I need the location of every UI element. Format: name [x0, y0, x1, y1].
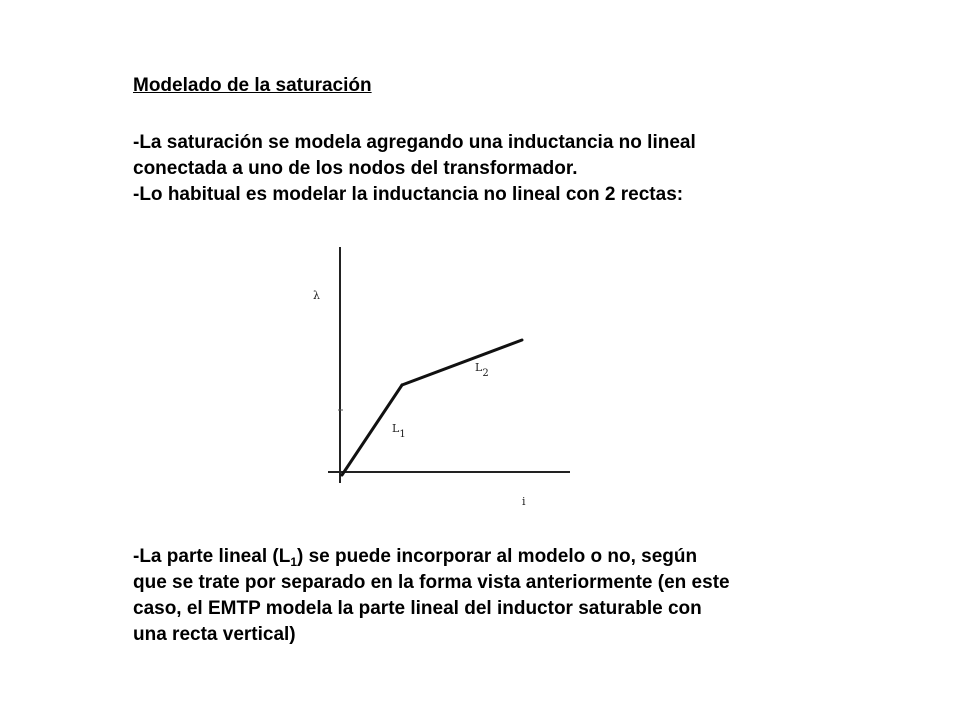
segment-l2-subscript: 2: [482, 368, 489, 379]
segment-l2-letter: L: [475, 361, 483, 374]
y-axis-label: λ: [313, 289, 320, 302]
segment-l2: [402, 340, 522, 385]
intro-line-2: conectada a uno de los nodos del transformador.: [133, 158, 578, 179]
intro-line-1: -La saturación se modela agregando una inductancia no lineal: [133, 132, 696, 153]
saturation-curve-figure: [310, 235, 590, 535]
bottom-line-4: una recta vertical): [133, 624, 296, 645]
segment-l2-label: [475, 361, 489, 379]
bottom-line-1-before: -La parte lineal (L: [133, 546, 291, 567]
bottom-line-3: caso, el EMTP modela la parte lineal del inductor saturable con: [133, 598, 702, 619]
bottom-line-1-after: ) se puede incorporar al modelo o no, según: [297, 546, 698, 567]
l1-subscript: 1: [290, 555, 297, 569]
slide-title: Modelado de la saturación: [133, 75, 372, 96]
segment-l1-label: [392, 422, 406, 440]
saturation-curve-svg: [310, 235, 590, 535]
bottom-line-2: que se trate por separado en la forma vista anteriormente (en este: [133, 572, 730, 593]
segment-l1-subscript: 1: [399, 429, 406, 440]
intro-line-3: -Lo habitual es modelar la inductancia no lineal con 2 rectas:: [133, 184, 684, 205]
x-axis-label: i: [522, 495, 526, 508]
bottom-line-1: [133, 544, 730, 570]
intro-paragraph: [133, 130, 696, 208]
bottom-paragraph: [133, 544, 730, 648]
segment-l1-letter: L: [392, 422, 400, 435]
